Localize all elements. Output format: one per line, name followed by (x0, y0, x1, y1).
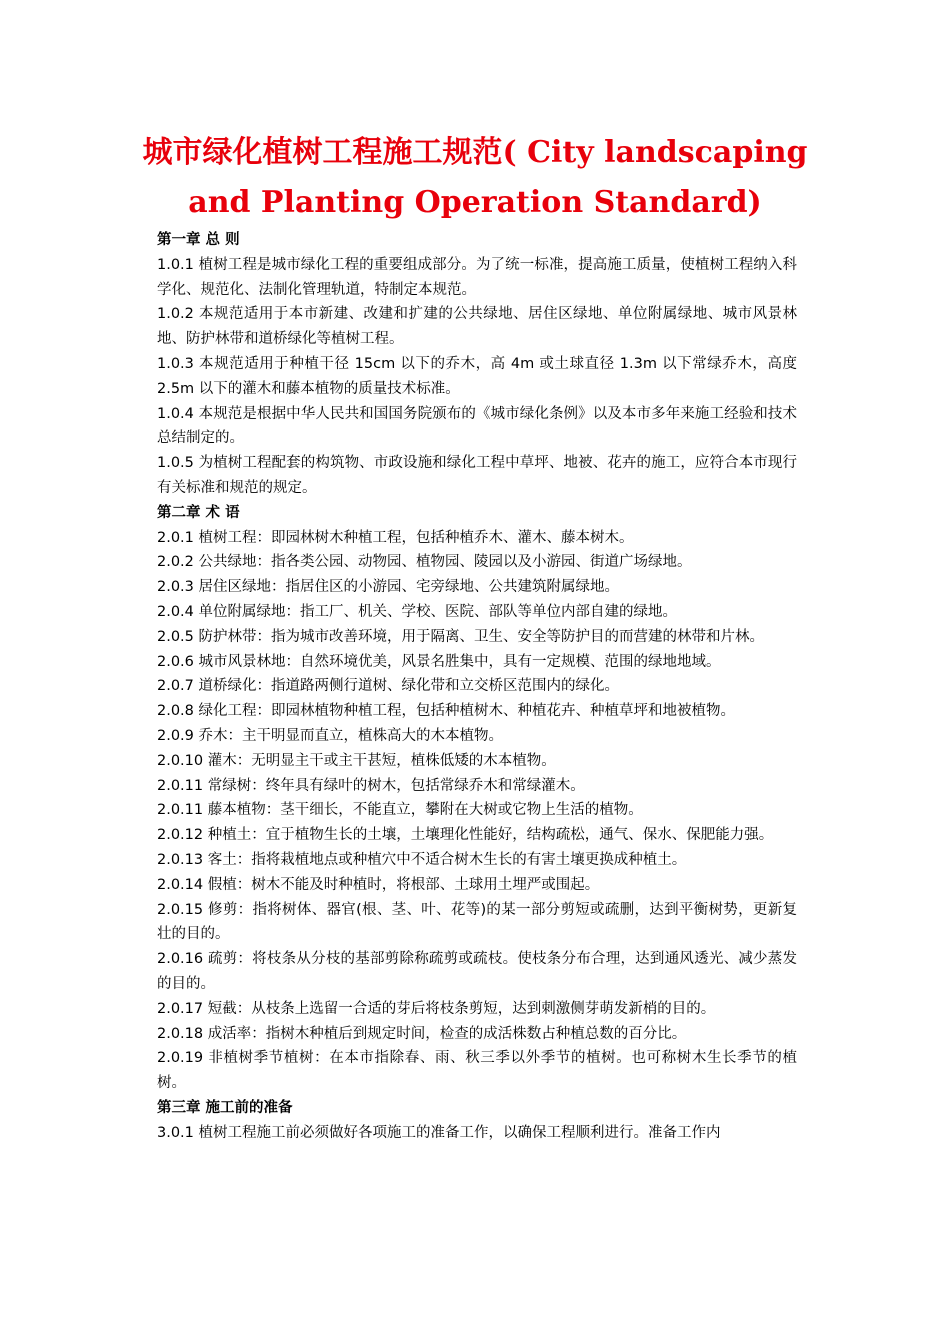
clause-paragraph: 2.0.9 乔木：主干明显而直立，植株高大的木本植物。 (157, 727, 504, 744)
clause-paragraph: 2.0.3 居住区绿地：指居住区的小游园、宅旁绿地、公共建筑附属绿地。 (157, 579, 620, 596)
clause-paragraph: 2.0.18 成活率：指树木种植后到规定时间，检查的成活株数占种植总数的百分比。 (157, 1025, 687, 1042)
clause-paragraph: 2.0.17 短截：从枝条上选留一合适的芽后将枝条剪短，达到刺激侧芽萌发新梢的目的。 (157, 1000, 716, 1017)
clause-paragraph: 2.0.4 单位附属绿地：指工厂、机关、学校、医院、部队等单位内部自建的绿地。 (157, 603, 678, 620)
clause-paragraph: 2.0.11 藤本植物：茎干细长，不能直立，攀附在大树或它物上生活的植物。 (157, 802, 643, 819)
clause-paragraph: 2.0.2 公共绿地：指各类公园、动物园、植物园、陵园以及小游园、街道广场绿地。 (157, 554, 692, 571)
clause-paragraph: 1.0.4 本规范是根据中华人民共和国国务院颁布的《城市绿化条例》以及本市多年来施工经验和技术总结制定的。 (157, 405, 797, 447)
document-title (120, 128, 830, 228)
clause-paragraph: 2.0.14 假植：树木不能及时种植时，将根部、土球用土埋严或围起。 (157, 876, 600, 893)
title-line-1: 城市绿化植树工程施工规范( City landscaping (142, 135, 808, 170)
document-body (157, 228, 797, 1145)
clause-paragraph: 1.0.3 本规范适用于种植干径 15cm 以下的乔木，高 4m 或土球直径 1.3m 以下常绿乔木，高度 2.5m 以下的灌木和藤本植物的质量技术标准。 (157, 355, 797, 397)
clause-paragraph: 3.0.1 植树工程施工前必须做好各项施工的准备工作，以确保工程顺利进行。准备工作内 (157, 1124, 721, 1141)
clause-paragraph: 2.0.7 道桥绿化：指道路两侧行道树、绿化带和立交桥区范围内的绿化。 (157, 678, 620, 695)
clause-paragraph: 2.0.1 植树工程：即园林树木种植工程，包括种植乔木、灌木、藤本树木。 (157, 529, 634, 546)
clause-paragraph: 2.0.6 城市风景林地：自然环境优美，风景名胜集中，具有一定规模、范围的绿地地域。 (157, 653, 721, 670)
clause-paragraph: 2.0.12 种植土：宜于植物生长的土壤，土壤理化性能好，结构疏松，通气、保水、保肥能力强。 (157, 827, 774, 844)
clause-paragraph: 2.0.16 疏剪：将枝条从分枝的基部剪除称疏剪或疏枝。使枝条分布合理，达到通风透光、减少蒸发的目的。 (157, 951, 797, 992)
clause-paragraph: 2.0.8 绿化工程：即园林植物种植工程，包括种植树木、种植花卉、种植草坪和地被植物。 (157, 703, 735, 720)
clause-paragraph: 2.0.19 非植树季节植树：在本市指除春、雨、秋三季以外季节的植树。也可称树木生长季节的植树。 (157, 1050, 797, 1092)
clause-paragraph: 2.0.13 客土：指将栽植地点或种植穴中不适合树木生长的有害土壤更换成种植土。 (157, 851, 687, 868)
clause-paragraph: 1.0.2 本规范适用于本市新建、改建和扩建的公共绿地、居住区绿地、单位附属绿地、城市风景林地、防护林带和道桥绿化等植树工程。 (157, 306, 797, 348)
clause-paragraph: 1.0.1 植树工程是城市绿化工程的重要组成部分。为了统一标准，提高施工质量，使植树工程纳入科学化、规范化、法制化管理轨道，特制定本规范。 (157, 256, 797, 298)
chapter-heading: 第二章 术 语 (157, 504, 240, 521)
chapter-heading: 第三章 施工前的准备 (157, 1099, 293, 1116)
clause-paragraph: 2.0.10 灌木：无明显主干或主干甚短，植株低矮的木本植物。 (157, 752, 556, 769)
clause-paragraph: 1.0.5 为植树工程配套的构筑物、市政设施和绿化工程中草坪、地被、花卉的施工，应符合本市现行有关标准和规范的规定。 (157, 455, 797, 496)
clause-paragraph: 2.0.5 防护林带：指为城市改善环境，用于隔离、卫生、安全等防护目的而营建的林带和片林。 (157, 628, 764, 645)
title-line-2: and Planting Operation Standard) (188, 185, 762, 220)
clause-paragraph: 2.0.11 常绿树：终年具有绿叶的树木，包括常绿乔木和常绿灌木。 (157, 777, 585, 794)
chapter-heading: 第一章 总 则 (157, 232, 240, 248)
clause-paragraph: 2.0.15 修剪：指将树体、器官(根、茎、叶、花等)的某一部分剪短或疏删，达到平衡树势，更新复壮的目的。 (157, 901, 797, 943)
